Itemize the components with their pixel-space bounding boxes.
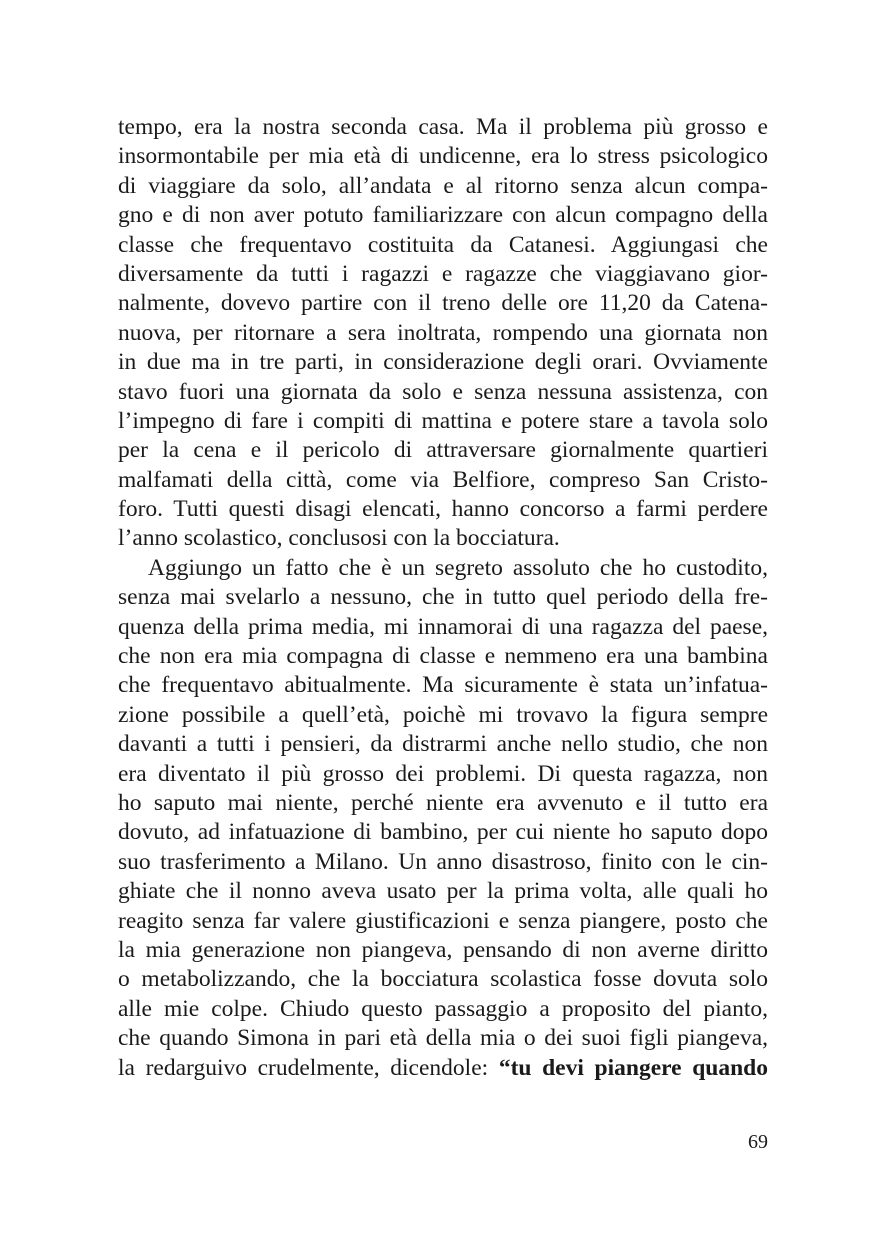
text-line: l’impegno di fare i compiti di mattina e potere stare a tavola solo — [118, 407, 768, 434]
text-line: o metabolizzando, che la bocciatura scolastica fosse dovuta solo — [118, 966, 768, 993]
text-line: zione possibile a quell’età, poichè mi trovavo la figura sempre — [118, 701, 768, 728]
text-line: stavo fuori una giornata da solo e senza nessuna assistenza, con — [118, 378, 768, 405]
page-body — [118, 113, 768, 1083]
text-line: che quando Simona in pari età della mia o dei suoi figli piangeva, — [118, 1025, 768, 1052]
paragraph-1 — [118, 113, 768, 554]
text-line: dovuto, ad infatuazione di bambino, per cui niente ho saputo dopo — [118, 819, 768, 846]
text-line: tempo, era la nostra seconda casa. Ma il problema più grosso e — [118, 114, 768, 140]
final-line-regular: la redarguivo crudelmente, dicendole: — [118, 1054, 499, 1081]
text-line: classe che frequentavo costituita da Catanesi. Aggiungasi che — [118, 231, 768, 258]
text-line: che frequentavo abitualmente. Ma sicuramente è stata un’infatua- — [118, 672, 768, 699]
text-line: reagito senza far valere giustificazioni e senza piangere, posto che — [118, 907, 768, 934]
text-line: senza mai svelarlo a nessuno, che in tutto quel periodo della fre- — [118, 584, 768, 611]
text-line: insormontabile per mia età di undicenne, era lo stress psicologico — [118, 143, 768, 170]
page-number: 69 — [748, 1131, 768, 1153]
text-line: nuova, per ritornare a sera inoltrata, rompendo una giornata non — [118, 319, 768, 346]
final-line-bold-quote: “tu devi piangere quando — [498, 1054, 768, 1081]
text-line: la mia generazione non piangeva, pensando di non averne diritto — [118, 936, 768, 963]
text-line: diversamente da tutti i ragazzi e ragazze che viaggiavano gior- — [118, 260, 768, 287]
text-line: l’anno scolastico, conclusosi con la bocciatura. — [118, 525, 560, 552]
text-line: quenza della prima media, mi innamorai di una ragazza del paese, — [118, 613, 768, 640]
text-line: ho saputo mai niente, perché niente era avvenuto e il tutto era — [118, 789, 768, 816]
text-line: foro. Tutti questi disagi elencati, hanno concorso a farmi perdere — [118, 496, 768, 523]
text-line: in due ma in tre parti, in considerazione degli orari. Ovviamente — [118, 349, 768, 376]
text-line: che non era mia compagna di classe e nemmeno era una bambina — [118, 643, 768, 670]
text-line: malfamati della città, come via Belfiore, compreso San Cristo- — [118, 466, 768, 493]
text-line: nalmente, dovevo partire con il treno delle ore 11,20 da Catena- — [118, 290, 768, 317]
paragraph-2 — [118, 554, 768, 1083]
text-line: per la cena e il pericolo di attraversare giornalmente quartieri — [118, 437, 768, 464]
text-line: gno e di non aver potuto familiarizzare con alcun compagno della — [118, 202, 768, 229]
text-line: davanti a tutti i pensieri, da distrarmi anche nello studio, che non — [118, 731, 768, 758]
text-line: di viaggiare da solo, all’andata e al ritorno senza alcun compa- — [118, 172, 768, 199]
text-line: suo trasferimento a Milano. Un anno disastroso, finito con le cin- — [118, 848, 768, 875]
text-line: Aggiungo un fatto che è un segreto assoluto che ho custodito, — [148, 554, 768, 581]
text-line: alle mie colpe. Chiudo questo passaggio a proposito del pianto, — [118, 995, 768, 1022]
text-line: ghiate che il nonno aveva usato per la prima volta, alle quali ho — [118, 878, 768, 905]
text-line: era diventato il più grosso dei problemi. Di questa ragazza, non — [118, 760, 768, 787]
final-text-line — [118, 1054, 768, 1083]
